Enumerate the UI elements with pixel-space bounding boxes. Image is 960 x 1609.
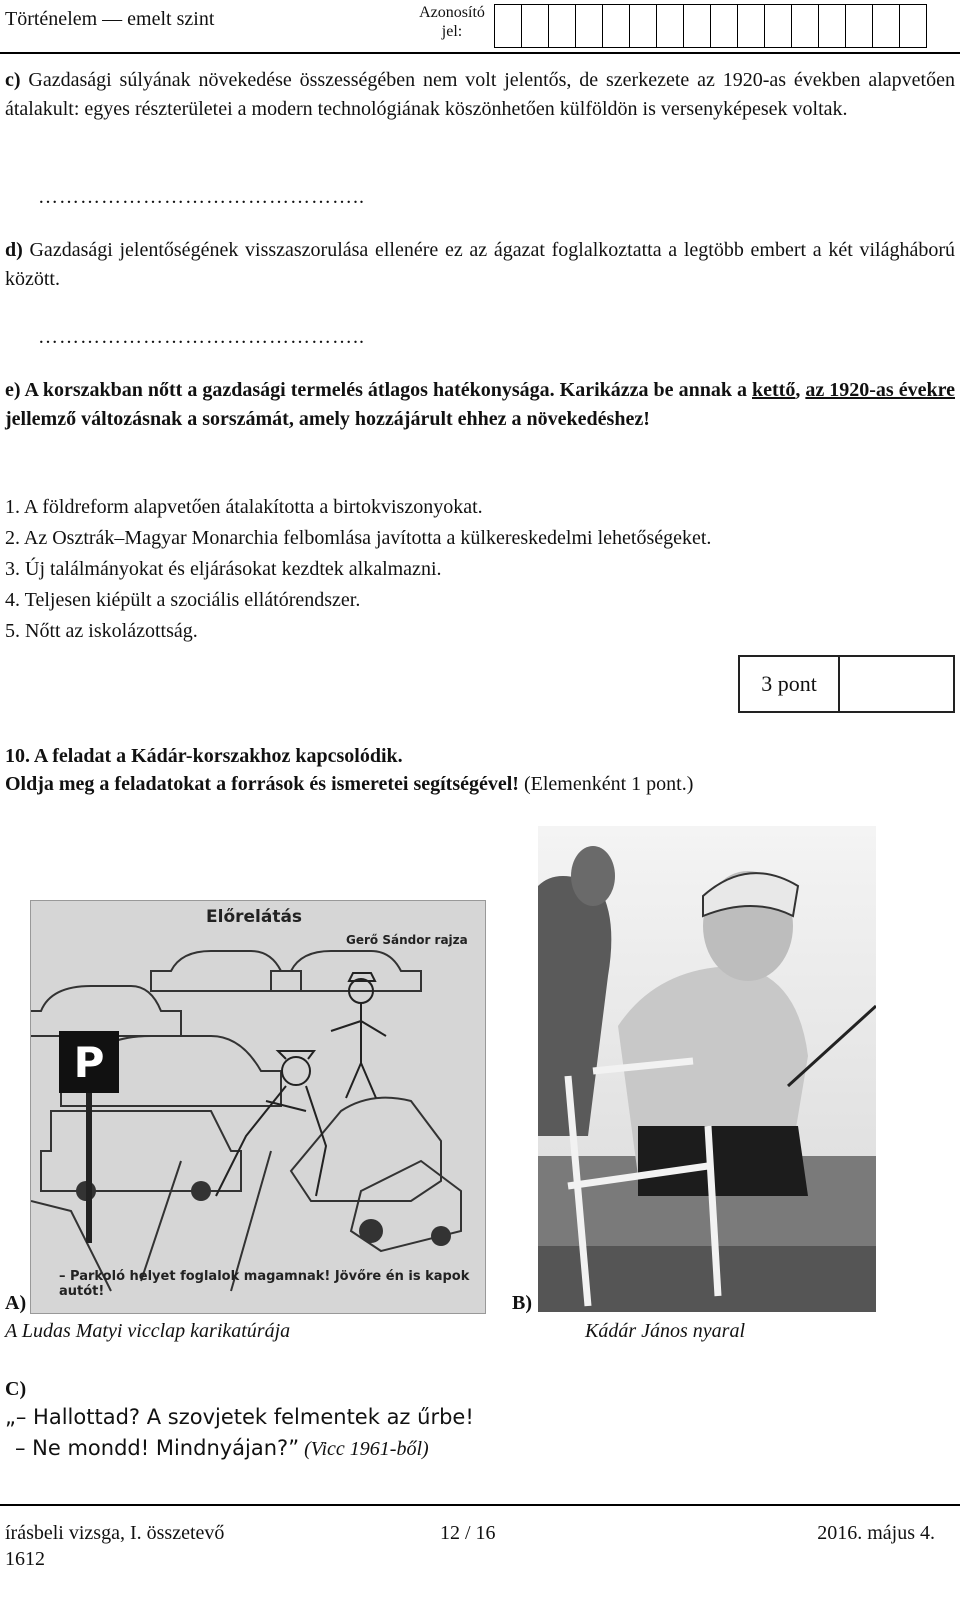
option-1[interactable]: 1. A földreform alapvetően átalakította a birtokviszonyokat. — [5, 496, 483, 518]
task-10-title: 10. A feladat a Kádár-korszakhoz kapcsolódik. — [5, 745, 403, 767]
item-e-part2: Karikázza be annak a — [559, 379, 752, 401]
footer-left: írásbeli vizsga, I. összetevő — [5, 1522, 225, 1544]
item-e-underlined-1: kettő — [752, 379, 796, 401]
id-box — [765, 4, 792, 48]
joke-line2-row — [5, 1433, 474, 1465]
footer-date: 2016. május 4. — [817, 1522, 935, 1544]
option-3[interactable]: 3. Új találmányokat és eljárásokat kezdtek alkalmazni. — [5, 558, 442, 580]
joke-line2: – Ne mondd! Mindnyájan?” — [15, 1436, 300, 1460]
id-box — [522, 4, 549, 48]
parking-sign: P — [59, 1031, 119, 1093]
page-header-title: Történelem — emelt szint — [5, 8, 215, 30]
cartoon-title: Előrelátás — [206, 907, 303, 927]
label-a: A) — [5, 1292, 27, 1314]
caption-b: Kádár János nyaral — [585, 1320, 745, 1342]
id-box — [657, 4, 684, 48]
item-d — [5, 236, 955, 294]
footer-rule — [0, 1504, 960, 1506]
joke — [5, 1402, 474, 1465]
id-label — [412, 3, 492, 41]
option-5[interactable]: 5. Nőtt az iskolázottság. — [5, 620, 198, 642]
id-box — [819, 4, 846, 48]
cartoon-image — [30, 900, 486, 1314]
id-box — [873, 4, 900, 48]
item-d-letter: d) — [5, 239, 23, 261]
cartoon-author: Gerő Sándor rajza — [346, 933, 468, 947]
option-2[interactable]: 2. Az Osztrák–Magyar Monarchia felbomlása javította a külkereskedelmi lehetőségeket. — [5, 527, 712, 549]
header-rule — [0, 52, 960, 54]
id-box — [792, 4, 819, 48]
item-c — [5, 66, 955, 124]
id-box — [549, 4, 576, 48]
cartoon-caption — [59, 1269, 469, 1299]
task-10-instruction — [5, 770, 955, 799]
score-label: 3 pont — [740, 657, 840, 711]
item-e-part3: jellemző változásnak a sorszámát, amely hozzájárult ehhez a növekedéshez! — [5, 408, 650, 430]
parking-sign-pole — [86, 1093, 92, 1243]
caption-a: A Ludas Matyi vicclap karikatúrája — [5, 1320, 291, 1342]
item-e — [5, 376, 955, 434]
options-list — [5, 492, 711, 647]
label-c: C) — [5, 1378, 27, 1400]
task-10-instruction-bold: Oldja meg a feladatokat a források és ismeretei segítségével! — [5, 773, 519, 795]
id-box — [846, 4, 873, 48]
id-box — [603, 4, 630, 48]
joke-source: (Vicc 1961-ből) — [299, 1438, 429, 1460]
item-d-text: Gazdasági jelentőségének visszaszorulása ellenére ez az ágazat foglalkoztatta a legtöbb embert a két világháború között. — [5, 239, 955, 290]
cartoon-caption-line2: autót! — [59, 1284, 105, 1299]
photo-drawing — [538, 826, 876, 1312]
item-e-comma: , — [795, 379, 806, 401]
id-box — [684, 4, 711, 48]
score-box — [738, 655, 955, 713]
item-c-text: Gazdasági súlyának növekedése összességében nem volt jelentős, de szerkezete az 1920-as években alapvetően átalakult: egyes részterületei a modern technológiának köszönhetően külföldön is versenyképesek voltak. — [5, 69, 955, 120]
label-b: B) — [512, 1292, 532, 1314]
item-e-underlined-2: az 1920-as évekre — [805, 379, 955, 401]
id-box — [576, 4, 603, 48]
id-label-line2: jel: — [441, 23, 463, 40]
answer-line-c[interactable]: ……………………………………….. — [38, 186, 365, 208]
cartoon-caption-line1: – Parkoló helyet foglalok magamnak! Jövőre én is kapok — [59, 1269, 470, 1284]
id-box — [495, 4, 522, 48]
task-10-instruction-normal: (Elemenként 1 pont.) — [518, 773, 694, 795]
id-box — [900, 4, 927, 48]
id-box — [711, 4, 738, 48]
id-code-boxes — [494, 4, 927, 48]
kadar-photo — [538, 826, 876, 1312]
option-4[interactable]: 4. Teljesen kiépült a szociális ellátórendszer. — [5, 589, 361, 611]
footer-code: 1612 — [5, 1548, 45, 1570]
answer-line-d[interactable]: ……………………………………….. — [38, 326, 365, 348]
joke-line1: „– Hallottad? A szovjetek felmentek az űrbe! — [5, 1405, 474, 1429]
id-label-line1: Azonosító — [419, 4, 485, 21]
id-box — [630, 4, 657, 48]
item-e-part1: e) A korszakban nőtt a gazdasági termelés átlagos hatékonysága. — [5, 379, 560, 401]
footer-page: 12 / 16 — [440, 1522, 496, 1544]
item-c-letter: c) — [5, 69, 21, 91]
id-box — [738, 4, 765, 48]
cartoon-drawing — [31, 901, 485, 1313]
score-input-cell[interactable] — [840, 657, 953, 711]
